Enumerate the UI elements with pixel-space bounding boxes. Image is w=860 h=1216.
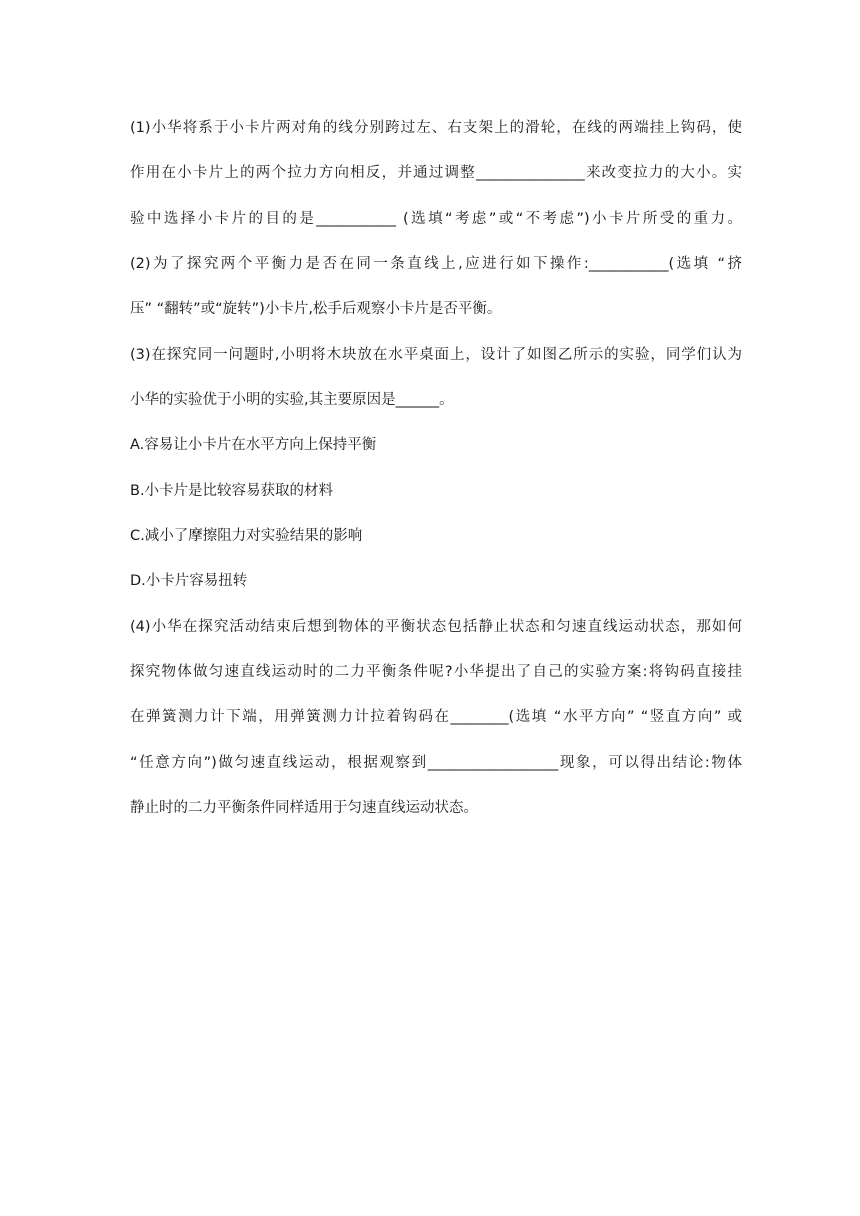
- text-line: 作用在小卡片上的两个拉力方向相反，并通过调整_______________来改变拉力的大小。实: [130, 165, 742, 181]
- text-line: (1)小华将系于小卡片两对角的线分别跨过左、右支架上的滑轮，在线的两端挂上钩码，使: [130, 120, 742, 136]
- text-line: 在弹簧测力计下端，用弹簧测力计拉着钩码在________(选填 “水平方向” “竖直方向” 或: [130, 709, 742, 725]
- text-line: 压” “翻转”或“旋转”)小卡片,松手后观察小卡片是否平衡。: [130, 301, 502, 317]
- text-line: 探究物体做匀速直线运动时的二力平衡条件呢?小华提出了自己的实验方案:将钩码直接挂: [130, 664, 742, 680]
- text-line: (2)为了探究两个平衡力是否在同一条直线上,应进行如下操作:___________(选填 “挤: [130, 256, 742, 272]
- text-line: (4)小华在探究活动结束后想到物体的平衡状态包括静止状态和匀速直线运动状态，那如何: [130, 619, 742, 635]
- text-line: “任意方向”)做匀速直线运动，根据观察到__________________现象，可以得出结论:物体: [130, 755, 742, 771]
- option-a: A.容易让小卡片在水平方向上保持平衡: [130, 437, 377, 453]
- text-line: 验中选择小卡片的目的是___________ (选填“考虑”或“不考虑”)小卡片所受的重力。: [130, 211, 742, 227]
- text-line: (3)在探究同一问题时,小明将木块放在水平桌面上，设计了如图乙所示的实验，同学们认为: [130, 347, 742, 363]
- text-line: 静止时的二力平衡条件同样适用于匀速直线运动状态。: [130, 800, 478, 816]
- option-d: D.小卡片容易扭转: [130, 573, 248, 589]
- option-c: C.减小了摩擦阻力对实验结果的影响: [130, 528, 363, 544]
- text-line: 小华的实验优于小明的实验,其主要原因是______。: [130, 392, 454, 408]
- option-b: B.小卡片是比较容易获取的材料: [130, 483, 334, 499]
